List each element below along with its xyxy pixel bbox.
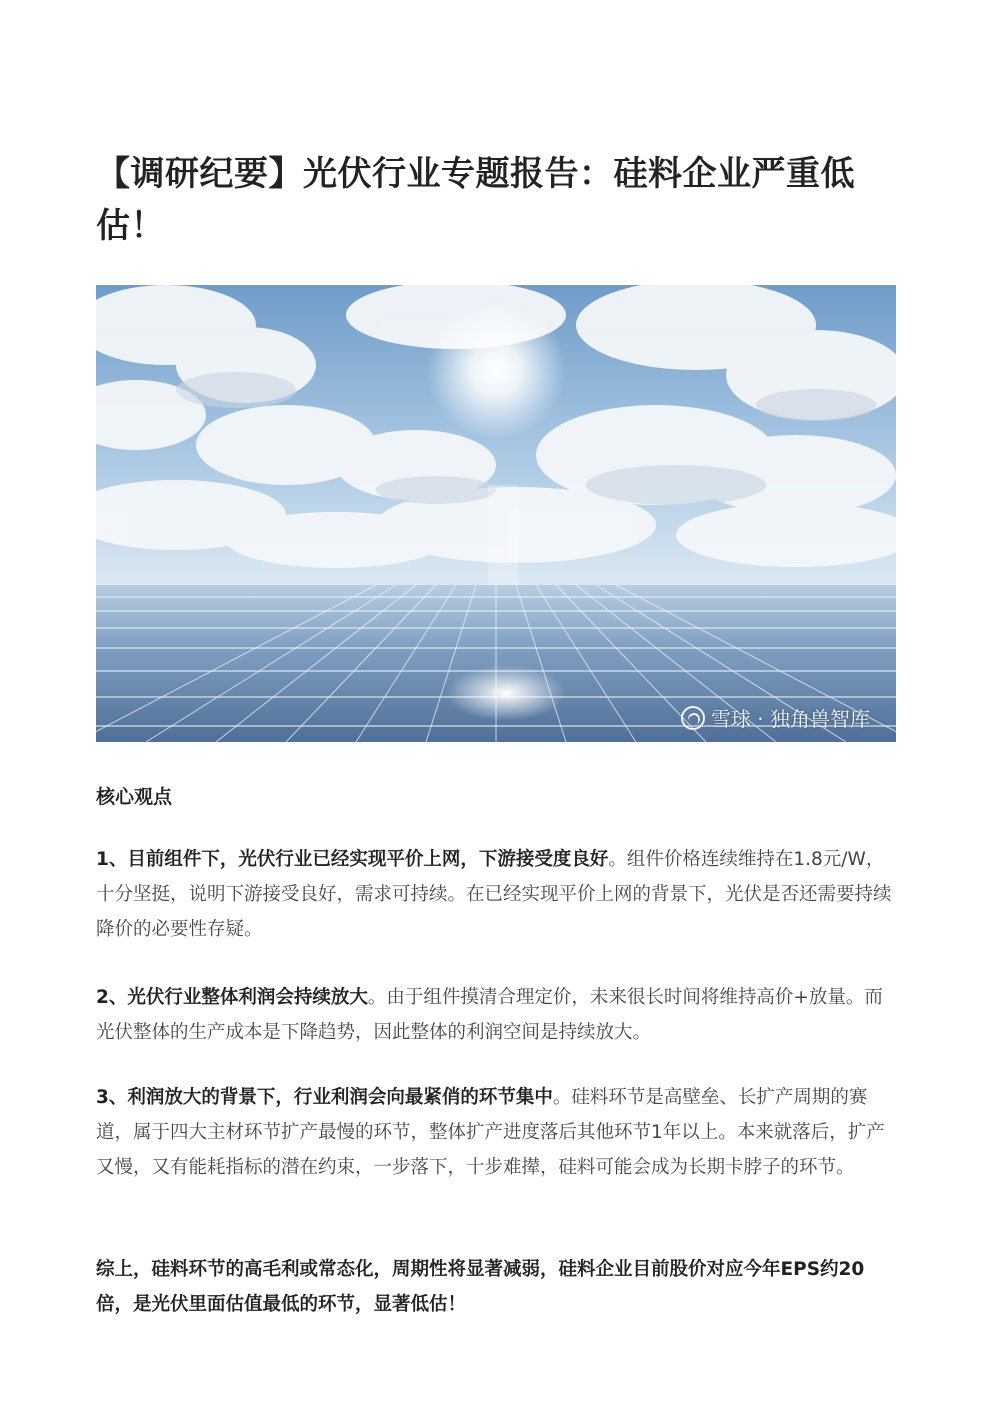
solar-panel-sky-illustration [96,285,896,742]
point-body-3: 。硅料环节是高壁垒、长扩产周期的赛道，属于四大主材环节扩产最慢的环节，整体扩产进度落后其他环节1年以上。本来就落后，扩产又慢，又有能耗指标的潜在约束，一步落下，十步难撵，硅料可能会成为长期卡脖子的环节。 [96,1087,885,1178]
point-paragraph-1 [96,842,896,947]
point-lead-3: 3、利润放大的背景下，行业利润会向最紧俏的环节集中 [96,1087,553,1108]
xueqiu-logo-icon [681,706,705,730]
watermark-text: 雪球 · 独角兽智库 [710,707,870,731]
point-lead-2: 2、光伏行业整体利润会持续放大 [96,987,368,1008]
hero-image [96,285,896,742]
point-paragraph-3 [96,1080,896,1185]
point-lead-1: 1、目前组件下，光伏行业已经实现平价上网，下游接受度良好 [96,849,609,870]
section-heading: 核心观点 [96,786,173,808]
article-title: 【调研纪要】光伏行业专题报告：硅料企业严重低估！ [96,154,855,246]
conclusion-paragraph: 综上，硅料环节的高毛利或常态化，周期性将显著减弱，硅料企业目前股价对应今年EPS约20倍，是光伏里面估值最低的环节，显著低估！ [96,1259,865,1315]
image-watermark [681,703,870,732]
point-body-1: 。组件价格连续维持在1.8元/W，十分坚挺，说明下游接受良好，需求可持续。在已经实现平价上网的背景下，光伏是否还需要持续降价的必要性存疑。 [96,849,892,940]
point-paragraph-2 [96,980,896,1050]
point-body-2: 。由于组件摸清合理定价，未来很长时间将维持高价+放量。而光伏整体的生产成本是下降趋势，因此整体的利润空间是持续放大。 [96,987,883,1043]
